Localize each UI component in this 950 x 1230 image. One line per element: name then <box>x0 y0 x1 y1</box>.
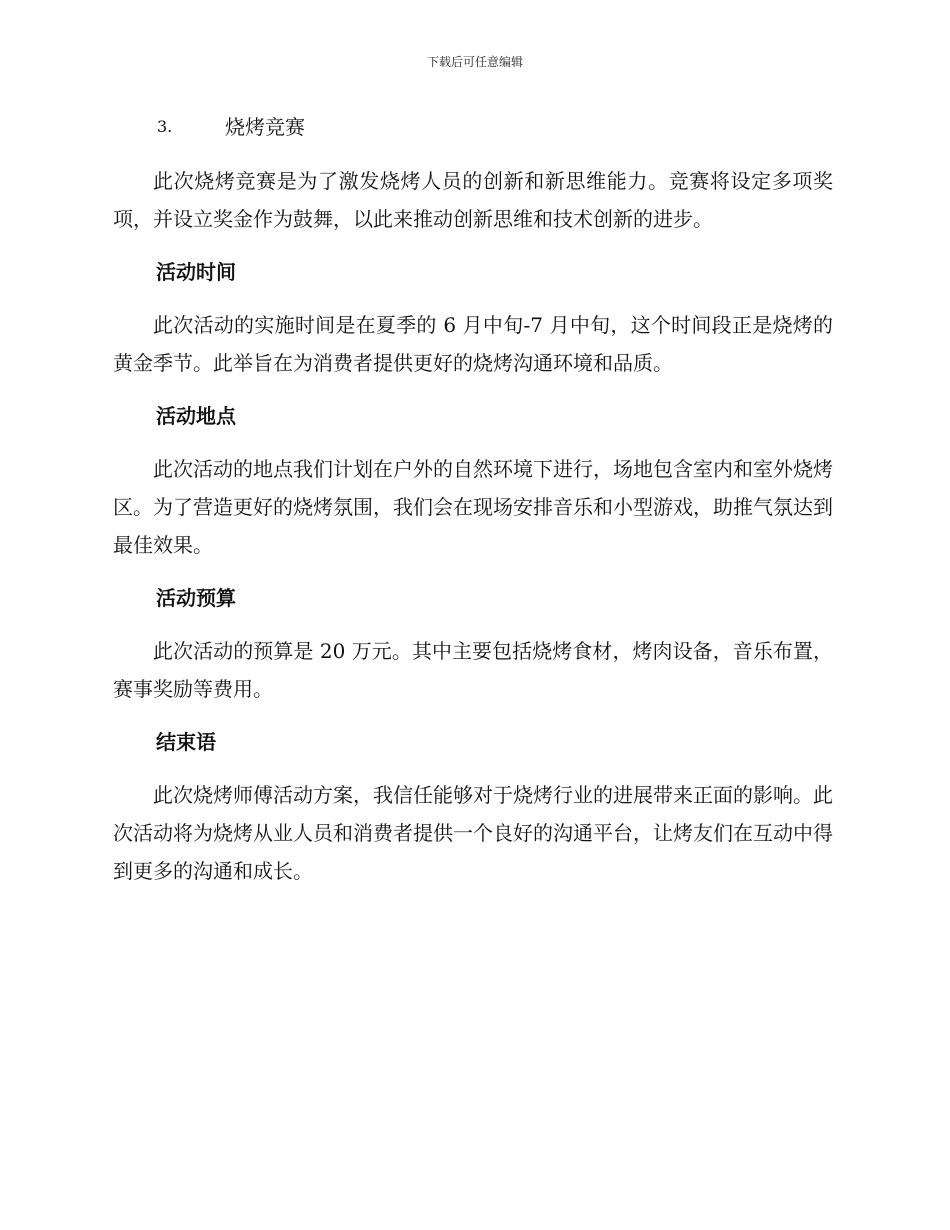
section-body-closing: 此次烧烤师傅活动方案，我信任能够对于烧烤行业的进展带来正面的影响。此次活动将为烧烤从业人员和消费者提供一个良好的沟通平台，让烤友们在互动中得到更多的沟通和成长。 <box>113 783 833 883</box>
section-body-time: 此次活动的实施时间是在夏季的 6 月中旬-7 月中旬，这个时间段正是烧烤的黄金季节。此举旨在为消费者提供更好的烧烤沟通环境和品质。 <box>113 313 833 375</box>
section-heading-location: 活动地点 <box>156 404 236 428</box>
item-title: 烧烤竞赛 <box>225 115 305 139</box>
section-body-location: 此次活动的地点我们计划在户外的自然环境下进行，场地包含室内和室外烧烤区。为了营造更好的烧烤氛围，我们会在现场安排音乐和小型游戏，助推气氛达到最佳效果。 <box>113 457 833 557</box>
item-heading <box>113 108 833 146</box>
page-header: 下载后可任意编辑 <box>426 55 523 69</box>
item-number: 3. <box>157 117 173 136</box>
section-heading-budget: 活动预算 <box>156 586 236 610</box>
intro-paragraph: 此次烧烤竞赛是为了激发烧烤人员的创新和新思维能力。竞赛将设定多项奖项，并设立奖金作为鼓舞，以此来推动创新思维和技术创新的进步。 <box>113 169 833 231</box>
section-heading-time: 活动时间 <box>156 260 236 284</box>
section-body-budget: 此次活动的预算是 20 万元。其中主要包括烧烤食材，烤肉设备，音乐布置，赛事奖励等费用。 <box>113 639 833 701</box>
document-body <box>113 108 833 905</box>
section-heading-closing: 结束语 <box>156 730 216 754</box>
